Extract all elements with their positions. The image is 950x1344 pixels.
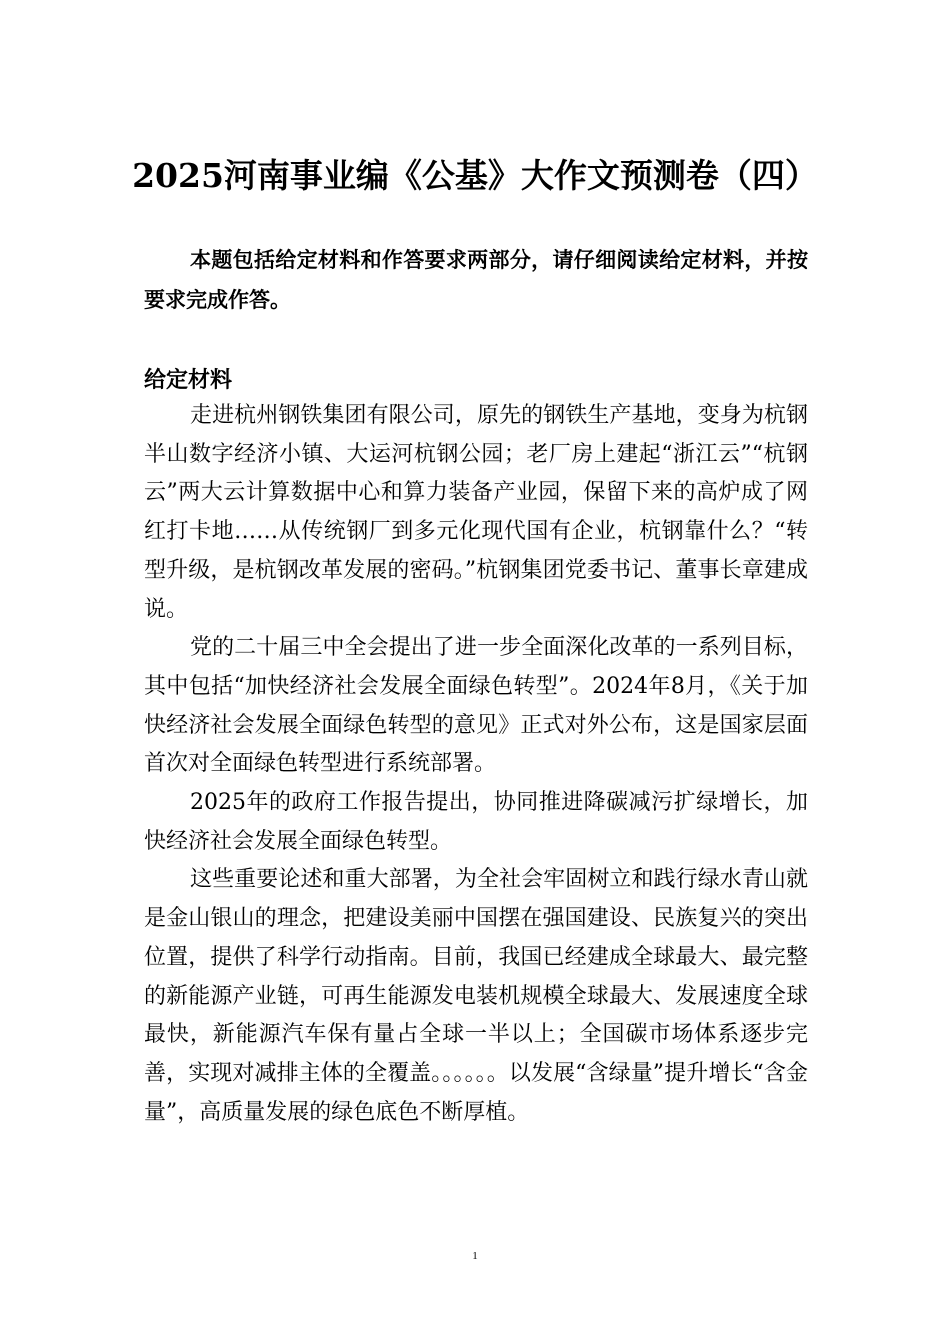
paragraph: 党的二十届三中全会提出了进一步全面深化改革的一系列目标，其中包括“加快经济社会发展全面绿色转型”。2024年8月，《关于加快经济社会发展全面绿色转型的意见》正式对外公布，这是国家层面首次对全面绿色转型进行系统部署。	[144, 635, 808, 777]
page-number: 1	[472, 1250, 478, 1262]
paragraph: 这些重要论述和重大部署，为全社会牢固树立和践行绿水青山就是金山银山的理念，把建设美丽中国摆在强国建设、民族复兴的突出位置，提供了科学行动指南。目前，我国已经建成全球最大、最完整的新能源产业链，可再生能源发电装机规模全球最大、发展速度全球最快，新能源汽车保有量占全球一半以上；全国碳市场体系逐步完善，实现对减排主体的全覆盖。。。。。。以发展“含绿量”提升增长“含金量”，高质量发展的绿色底色不断厚植。	[144, 867, 808, 1125]
paragraph: 走进杭州钢铁集团有限公司，原先的钢铁生产基地，变身为杭钢半山数字经济小镇、大运河杭钢公园；老厂房上建起“浙江云”“杭钢云”两大云计算数据中心和算力装备产业园，保留下来的高炉成了网红打卡地……从传统钢厂到多元化现代国有企业，杭钢靠什么？“转型升级，是杭钢改革发展的密码。”杭钢集团党委书记、董事长章建成说。	[144, 403, 808, 622]
page-title: 2025河南事业编《公基》大作文预测卷（四）	[132, 156, 818, 195]
paragraph: 2025年的政府工作报告提出，协同推进降碳减污扩绿增长，加快经济社会发展全面绿色转型。	[144, 790, 808, 854]
material-body	[144, 397, 808, 1132]
instructions-text: 本题包括给定材料和作答要求两部分，请仔细阅读给定材料，并按要求完成作答。	[144, 247, 808, 312]
section-heading: 给定材料	[144, 367, 233, 393]
